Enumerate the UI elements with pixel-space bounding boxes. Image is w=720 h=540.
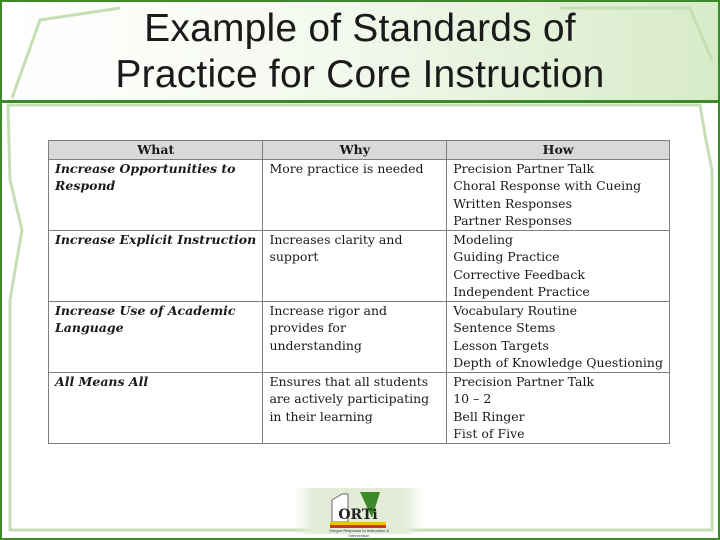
why-cell: More practice is needed [263, 159, 447, 230]
how-item: Vocabulary Routine [453, 302, 578, 318]
slide-title [0, 6, 720, 98]
table-header-row [49, 141, 670, 160]
how-item: Fist of Five [453, 426, 525, 441]
orti-logo [294, 488, 424, 538]
why-cell: Increases clarity and support [263, 230, 447, 301]
table-row [49, 230, 670, 301]
why-cell: Ensures that all students are actively participating in their learning [263, 372, 447, 443]
logo-mark-text: ORTi [338, 507, 378, 523]
how-cell [447, 159, 670, 230]
how-item: Bell Ringer [453, 408, 525, 424]
how-cell [447, 230, 670, 301]
how-item: Lesson Targets [453, 337, 549, 353]
how-item: Sentence Stems [453, 320, 556, 335]
how-item: Independent Practice [453, 284, 590, 299]
how-cell [447, 372, 670, 443]
what-cell: Increase Use of Academic Language [49, 301, 263, 372]
what-cell: Increase Opportunities to Respond [49, 159, 263, 230]
header-why: Why [263, 141, 447, 160]
standards-table [48, 140, 670, 444]
how-item: 10 – 2 [453, 391, 492, 406]
what-cell: Increase Explicit Instruction [49, 230, 263, 301]
table-row [49, 372, 670, 443]
how-item: Choral Response with Cueing [453, 178, 642, 193]
how-item: Partner Responses [453, 213, 572, 228]
what-cell: All Means All [49, 372, 263, 443]
how-item: Precision Partner Talk [453, 160, 595, 176]
logo-caption: Oregon Response to Instruction & Intervention [328, 528, 390, 538]
orti-logo-icon [330, 492, 386, 530]
header-what: What [49, 141, 263, 160]
header-how: How [447, 141, 670, 160]
how-item: Guiding Practice [453, 249, 560, 264]
why-cell: Increase rigor and provides for understanding [263, 301, 447, 372]
how-item: Corrective Feedback [453, 266, 585, 282]
how-item: Modeling [453, 231, 514, 247]
how-item: Precision Partner Talk [453, 373, 595, 389]
title-line-2: Practice for Core Instruction [115, 53, 605, 96]
how-item: Depth of Knowledge Questioning [453, 355, 663, 370]
how-cell [447, 301, 670, 372]
table-row [49, 301, 670, 372]
title-line-1: Example of Standards of [144, 7, 576, 50]
how-item: Written Responses [453, 195, 572, 211]
table-row [49, 159, 670, 230]
